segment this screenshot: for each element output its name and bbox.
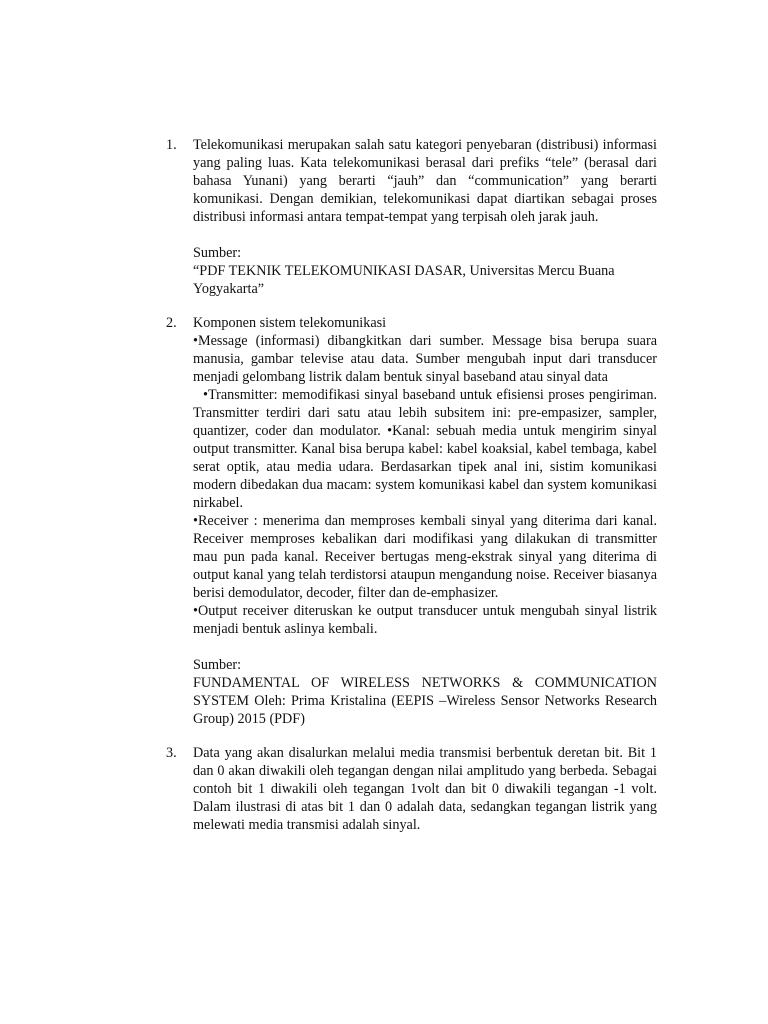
list-item-1 <box>0 136 768 298</box>
paragraph-output-receiver: •Output receiver diteruskan ke output transducer untuk mengubah sinyal listrik menjadi bentuk aslinya kembali. <box>193 603 657 637</box>
item-number: 2. <box>166 315 177 331</box>
item-body <box>193 314 657 728</box>
section-heading: Komponen sistem telekomunikasi <box>193 315 387 331</box>
source-label: Sumber: <box>193 245 242 261</box>
paragraph: Telekomunikasi merupakan salah satu kategori penyebaran (distribusi) informasi yang paling luas. Kata telekomunikasi berasal dari prefiks “tele” (berasal dari bahasa Yunani) yang berarti “jauh” dan “communication” yang berarti komunikasi. Dengan demikian, telekomunikasi dapat diartikan sebagai proses distribusi informasi antara tempat-tempat yang terpisah oleh jarak jauh. <box>193 137 657 225</box>
paragraph-message: •Message (informasi) dibangkitkan dari sumber. Message bisa berupa suara manusia, gambar televise atau data. Sumber mengubah input dari transducer menjadi gelombang listrik dalam bentuk sinyal baseband atau sinyal data <box>193 333 657 385</box>
item-body <box>193 136 657 298</box>
numbered-list <box>0 136 768 850</box>
list-item-3 <box>0 744 768 834</box>
source-text: “PDF TEKNIK TELEKOMUNIKASI DASAR, Universitas Mercu Buana Yogyakarta” <box>193 263 615 297</box>
item-body <box>193 744 657 834</box>
paragraph-transmitter: •Transmitter: memodifikasi sinyal baseband untuk efisiensi proses pengiriman. Transmitter terdiri dari satu atau lebih subsitem ini: pre-empasizer, sampler, quantizer, coder dan modulator. •Kanal: sebuah media untuk mengirim sinyal output transmitter. Kanal bisa berupa kabel: kabel koaksial, kabel tembaga, kabel serat optik, atau media udara. Berdasarkan tipek anal ini, sistim komunikasi modern dibedakan dua macam: system komunikasi kabel dan system komunikasi nirkabel. <box>193 387 657 511</box>
paragraph: Data yang akan disalurkan melalui media transmisi berbentuk deretan bit. Bit 1 dan 0 akan diwakili oleh tegangan dengan nilai amplitudo yang berbeda. Sebagai contoh bit 1 diwakili oleh tegangan 1volt dan bit 0 diwakili tegangan -1 volt. Dalam ilustrasi di atas bit 1 dan 0 adalah data, sedangkan tegangan listrik yang melewati media transmisi adalah sinyal. <box>193 745 657 833</box>
source-label: Sumber: <box>193 657 242 673</box>
item-number: 3. <box>166 745 177 761</box>
source-text: FUNDAMENTAL OF WIRELESS NETWORKS & COMMUNICATION SYSTEM Oleh: Prima Kristalina (EEPIS –Wireless Sensor Networks Research Group) 2015 (PDF) <box>193 675 657 727</box>
list-item-2 <box>0 314 768 728</box>
item-number: 1. <box>166 137 177 153</box>
paragraph-receiver: •Receiver : menerima dan memproses kembali sinyal yang diterima dari kanal. Receiver memproses kebalikan dari modifikasi yang dilakukan di transmitter mau pun pada kanal. Receiver bertugas meng-ekstrak sinyal yang diterima di output kanal yang telah terdistorsi ataupun mengandung noise. Receiver biasanya berisi demodulator, decoder, filter dan de-emphasizer. <box>193 513 657 601</box>
